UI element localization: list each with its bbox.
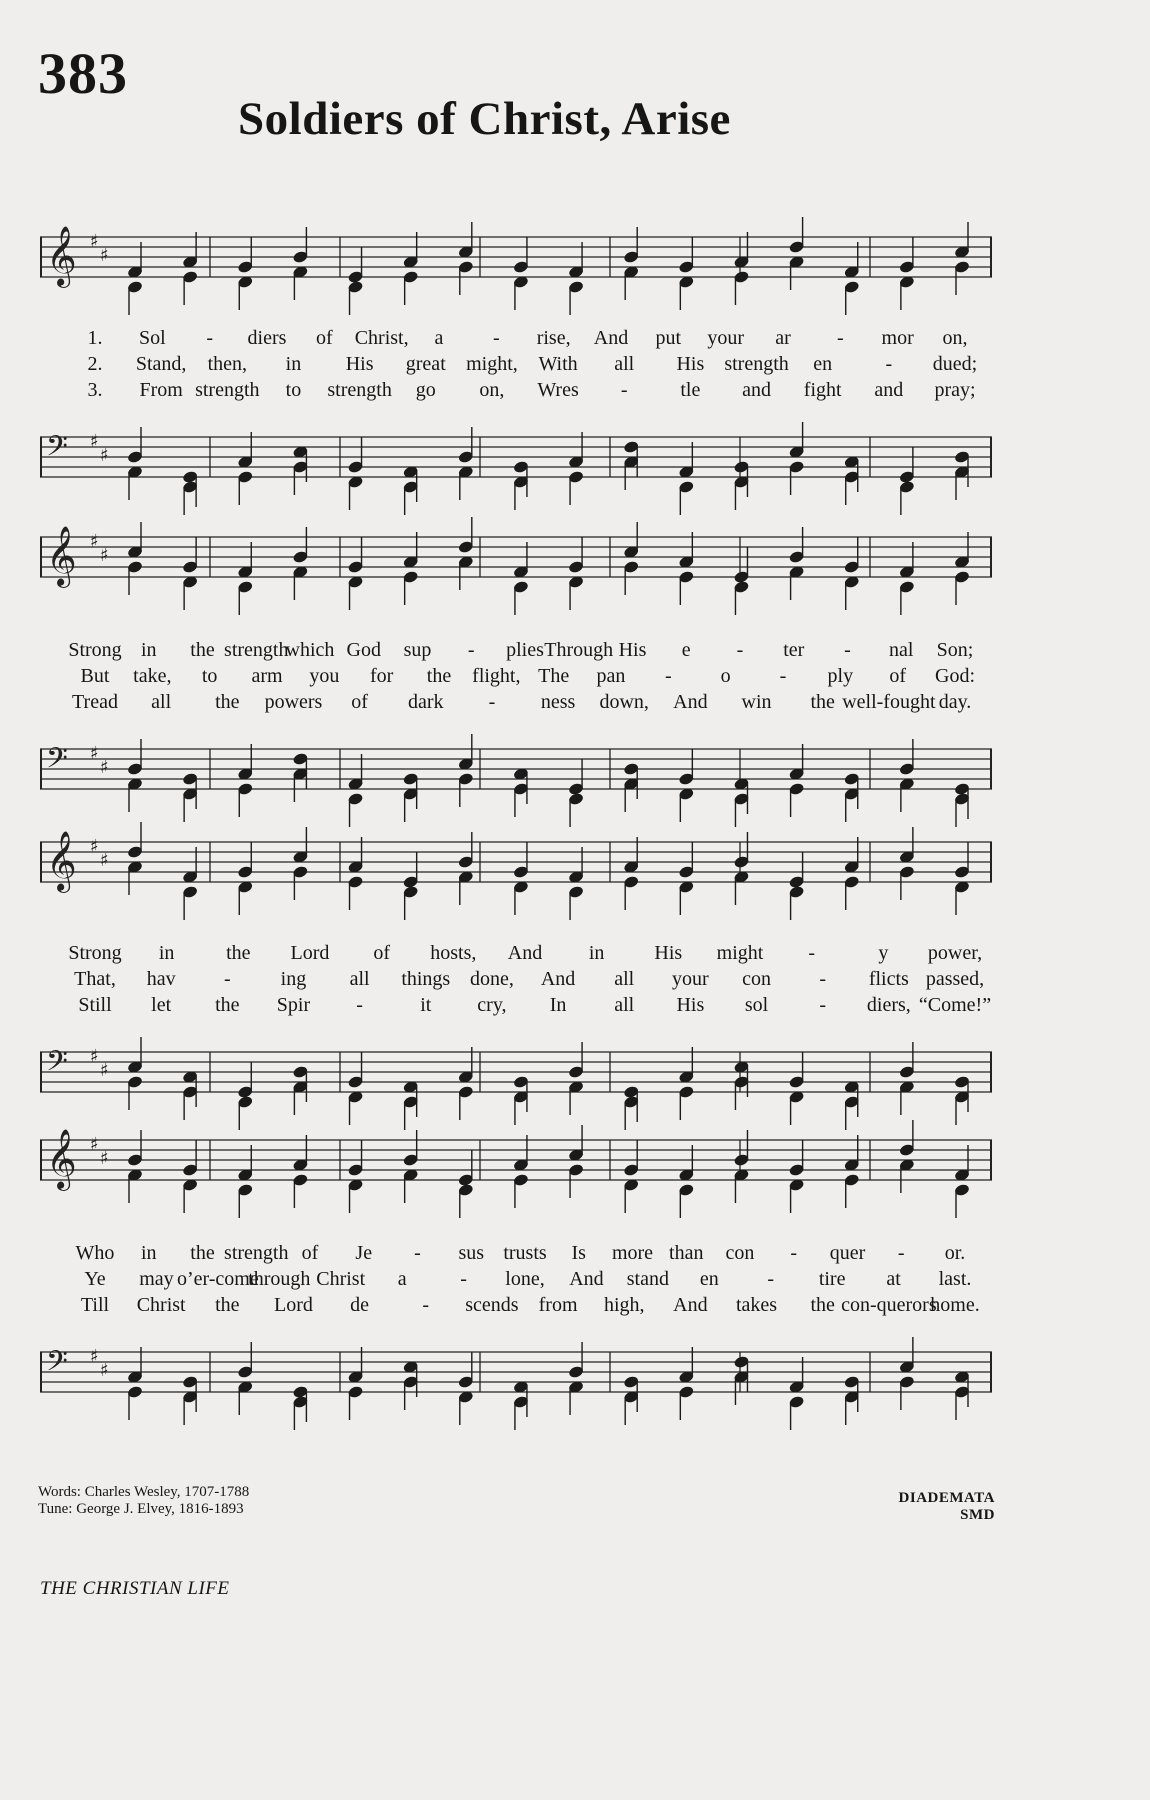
lyric-syllable: the	[810, 1294, 835, 1316]
lyric-syllable: -	[885, 353, 893, 375]
lyric-syllable: And	[540, 968, 576, 990]
lyric-syllable: e	[681, 639, 691, 661]
lyric-syllable: ar	[775, 327, 791, 349]
lyric-syllable: quer	[829, 1242, 866, 1264]
lyric-syllable: win	[741, 691, 772, 713]
lyric-syllable: to	[285, 379, 302, 401]
lyric-syllable: Till	[80, 1294, 110, 1316]
lyric-syllable: -	[790, 1242, 798, 1264]
lyric-syllable: nal	[889, 639, 914, 661]
sharp-icon: ♯	[90, 743, 99, 764]
lyric-syllable: it	[420, 994, 432, 1016]
lyric-syllable: a	[397, 1268, 407, 1290]
lyric-syllable: That,	[74, 968, 116, 990]
lyric-syllable: With	[538, 353, 578, 375]
lyric-syllable: the	[190, 1242, 215, 1264]
treble-staff	[40, 1118, 1000, 1228]
lyric-syllable: Still	[78, 994, 112, 1016]
lyric-syllable: takes	[735, 1294, 778, 1316]
lyric-syllable: -	[779, 665, 787, 687]
lyric-syllable: His	[676, 353, 705, 375]
sharp-icon: ♯	[100, 1148, 109, 1169]
lyric-syllable: you	[309, 665, 340, 687]
lyric-syllable: in	[285, 353, 302, 375]
lyric-syllable: strength	[724, 353, 789, 375]
lyric-syllable: -	[664, 665, 672, 687]
lyric-syllable: to	[201, 665, 218, 687]
lyric-syllable: or.	[944, 1242, 966, 1264]
lyric-syllable: -	[492, 327, 500, 349]
lyric-syllable: Christ	[316, 1268, 366, 1290]
lyric-syllable: last.	[938, 1268, 972, 1290]
lyric-syllable: the	[190, 639, 215, 661]
lyric-syllable: all	[614, 353, 635, 375]
lyric-syllable: and	[742, 379, 771, 401]
lyric-syllable: which	[285, 639, 335, 661]
lyric-line	[40, 1294, 1000, 1320]
lyric-syllable: -	[808, 942, 815, 964]
tune-name: DIADEMATA	[898, 1490, 995, 1506]
lyric-syllable: In	[549, 994, 567, 1016]
tune-meter: SMD	[960, 1507, 995, 1523]
lyric-syllable: strength	[224, 1242, 289, 1264]
lyric-syllable: in	[158, 942, 175, 964]
sharp-icon: ♯	[100, 445, 109, 466]
lyric-syllable: tle	[680, 379, 701, 401]
sharp-icon: ♯	[90, 1134, 99, 1155]
sharp-icon: ♯	[100, 1360, 109, 1381]
lyric-syllable: con-querors	[841, 1294, 937, 1316]
lyric-syllable: From	[139, 379, 183, 401]
treble-clef-icon: 𝄞	[46, 831, 77, 891]
lyric-syllable: ply	[827, 665, 854, 687]
lyric-syllable: ness	[540, 691, 576, 713]
lyric-syllable: and	[874, 379, 904, 401]
lyric-syllable: And	[593, 327, 629, 349]
lyric-syllable: Tread	[72, 691, 118, 713]
lyric-syllable: then,	[207, 353, 248, 375]
hymn-title: Soldiers of Christ, Arise	[238, 93, 731, 145]
lyric-syllable: at	[886, 1268, 901, 1290]
sharp-icon: ♯	[90, 1346, 99, 1367]
lyric-syllable: than	[669, 1242, 704, 1264]
lyric-line	[40, 379, 1000, 405]
lyric-syllable: lone,	[505, 1268, 545, 1290]
lyric-line	[40, 1268, 1000, 1294]
bass-clef-icon: 𝄢	[46, 742, 68, 782]
lyric-syllable: 2.	[87, 353, 103, 375]
lyric-syllable: -	[414, 1242, 421, 1264]
lyric-syllable: the	[426, 665, 452, 687]
section-label: THE CHRISTIAN LIFE	[40, 1578, 230, 1599]
sharp-icon: ♯	[100, 545, 109, 566]
lyric-syllable: -	[422, 1294, 430, 1316]
lyric-syllable: on,	[479, 379, 505, 401]
lyric-line	[40, 968, 1000, 994]
lyric-syllable: your	[707, 327, 744, 349]
bass-staff	[40, 415, 1000, 525]
lyric-syllable: Christ,	[354, 327, 409, 349]
lyric-syllable: your	[672, 968, 709, 990]
lyric-syllable: of	[373, 942, 390, 964]
lyric-syllable: 1.	[87, 327, 103, 349]
lyric-syllable: strength	[224, 639, 289, 661]
lyric-syllable: done,	[469, 968, 514, 990]
lyric-syllable: pan	[596, 665, 626, 687]
lyric-syllable: take,	[133, 665, 172, 687]
hymn-number: 383	[38, 41, 128, 106]
tune-info	[899, 1490, 995, 1524]
lyric-syllable: And	[673, 691, 708, 713]
lyric-syllable: may	[139, 1268, 174, 1290]
lyric-syllable: might	[716, 942, 764, 964]
sharp-icon: ♯	[90, 531, 99, 552]
lyric-syllable: go	[415, 379, 436, 401]
lyric-syllable: “Come!”	[918, 994, 992, 1016]
lyric-syllable: y	[878, 942, 889, 964]
lyric-syllable: cry,	[477, 994, 507, 1016]
lyric-syllable: Je	[355, 1242, 373, 1264]
lyric-syllable: flicts	[868, 968, 909, 990]
lyric-syllable: con	[725, 1242, 755, 1264]
lyric-syllable: And	[569, 1268, 604, 1290]
lyric-syllable: stand	[626, 1268, 669, 1290]
lyric-syllable: powers	[264, 691, 323, 713]
lyric-syllable: -	[836, 327, 844, 349]
lyric-syllable: -	[206, 327, 213, 349]
lyric-syllable: con	[742, 968, 771, 990]
lyric-syllable: His	[676, 994, 705, 1016]
lyric-syllable: passed,	[925, 968, 985, 990]
sharp-icon: ♯	[90, 431, 99, 452]
lyric-syllable: flight,	[472, 665, 521, 687]
lyric-line	[40, 353, 1000, 379]
lyric-syllable: Christ	[136, 1294, 186, 1316]
words-credit: Words: Charles Wesley, 1707-1788	[38, 1484, 250, 1500]
lyric-syllable: the	[226, 942, 251, 964]
lyric-syllable: Strong	[68, 639, 122, 661]
lyric-syllable: -	[356, 994, 363, 1016]
lyric-syllable: God:	[935, 665, 975, 687]
lyric-syllable: dued;	[932, 353, 978, 375]
lyric-syllable: power,	[927, 942, 983, 964]
lyric-syllable: trusts	[503, 1242, 547, 1264]
lyric-syllable: -	[736, 639, 744, 661]
treble-staff	[40, 515, 1000, 625]
lyric-syllable: all	[614, 968, 635, 990]
lyric-syllable: But	[80, 665, 110, 687]
lyric-syllable: mor	[881, 327, 914, 349]
lyric-syllable: His	[618, 639, 647, 661]
bass-clef-icon: 𝄢	[46, 1045, 68, 1085]
lyric-syllable: of	[315, 327, 333, 349]
lyric-syllable: put	[655, 327, 682, 349]
lyric-syllable: -	[460, 1268, 467, 1290]
lyric-syllable: might,	[466, 353, 518, 375]
lyric-line	[40, 327, 1000, 353]
bass-clef-icon: 𝄢	[46, 1345, 68, 1385]
lyric-line	[40, 1242, 1000, 1268]
tune-credit: Tune: George J. Elvey, 1816-1893	[38, 1501, 244, 1517]
lyric-syllable: Lord	[290, 942, 330, 964]
sharp-icon: ♯	[90, 1046, 99, 1067]
lyric-syllable: dark	[407, 691, 444, 713]
lyric-syllable: Spir	[276, 994, 311, 1016]
sharp-icon: ♯	[100, 245, 109, 266]
lyric-syllable: Wres	[537, 379, 579, 401]
lyric-syllable: His	[654, 942, 683, 964]
lyric-syllable: -	[844, 639, 851, 661]
lyric-syllable: strength	[327, 379, 392, 401]
lyric-syllable: Is	[571, 1242, 586, 1264]
lyric-syllable: diers,	[866, 994, 911, 1016]
bass-clef-icon: 𝄢	[46, 430, 68, 470]
lyric-syllable: all	[614, 994, 635, 1016]
lyric-syllable: His	[345, 353, 374, 375]
sharp-icon: ♯	[100, 1060, 109, 1081]
lyric-syllable: from	[538, 1294, 578, 1316]
lyric-syllable: hosts,	[430, 942, 477, 964]
lyric-syllable: hav	[146, 968, 176, 990]
lyric-syllable: let	[151, 994, 172, 1016]
lyric-syllable: a	[434, 327, 444, 349]
lyric-syllable: God	[346, 639, 381, 661]
lyric-syllable: the	[810, 691, 835, 713]
lyric-syllable: on,	[942, 327, 968, 349]
lyric-syllable: ing	[280, 968, 307, 990]
lyric-syllable: o	[720, 665, 731, 687]
lyric-syllable: -	[767, 1268, 775, 1290]
lyric-syllable: Sol	[138, 327, 166, 349]
lyric-syllable: Through	[544, 639, 614, 661]
lyric-syllable: of	[889, 665, 906, 687]
lyric-syllable: scends	[465, 1294, 519, 1316]
lyric-syllable: plies	[506, 639, 544, 661]
lyric-line	[40, 691, 1000, 717]
lyric-syllable: sol	[744, 994, 769, 1016]
lyric-syllable: -	[819, 994, 827, 1016]
lyric-syllable: -	[620, 379, 628, 401]
lyric-syllable: And	[673, 1294, 708, 1316]
lyric-syllable: sup	[403, 639, 432, 661]
treble-clef-icon: 𝄞	[46, 1129, 77, 1189]
lyric-syllable: en	[699, 1268, 719, 1290]
lyric-line	[40, 994, 1000, 1020]
lyric-syllable: Who	[75, 1242, 115, 1264]
lyric-syllable: great	[405, 353, 446, 375]
bass-staff	[40, 1330, 1000, 1440]
lyric-syllable: things	[401, 968, 451, 990]
treble-clef-icon: 𝄞	[46, 226, 77, 286]
lyric-line	[40, 942, 1000, 968]
lyric-syllable: sus	[458, 1242, 485, 1264]
lyric-syllable: rise,	[536, 327, 571, 349]
lyric-syllable: pray;	[934, 379, 976, 401]
lyric-syllable: diers	[247, 327, 287, 349]
lyric-syllable: day.	[938, 691, 972, 713]
lyric-syllable: home.	[930, 1294, 980, 1316]
sharp-icon: ♯	[90, 836, 99, 857]
sharp-icon: ♯	[100, 757, 109, 778]
lyric-syllable: all	[151, 691, 172, 713]
lyric-syllable: more	[611, 1242, 654, 1264]
treble-clef-icon: 𝄞	[46, 526, 77, 586]
lyric-syllable: for	[369, 665, 394, 687]
lyric-syllable: of	[351, 691, 368, 713]
lyric-syllable: -	[819, 968, 827, 990]
lyric-syllable: -	[223, 968, 231, 990]
lyric-syllable: Strong	[68, 942, 122, 964]
lyric-syllable: in	[588, 942, 605, 964]
lyric-syllable: fight	[803, 379, 842, 401]
lyric-syllable: all	[349, 968, 370, 990]
sharp-icon: ♯	[90, 231, 99, 252]
lyric-syllable: the	[215, 1294, 240, 1316]
lyric-syllable: -	[467, 639, 475, 661]
lyric-syllable: arm	[251, 665, 283, 687]
lyric-syllable: The	[538, 665, 570, 687]
lyric-syllable: Stand,	[135, 353, 187, 375]
treble-staff	[40, 215, 1000, 325]
lyric-syllable: Lord	[274, 1294, 313, 1316]
lyric-syllable: ter	[783, 639, 805, 661]
lyric-syllable: well-fought	[842, 691, 936, 713]
lyric-syllable: down,	[599, 691, 649, 713]
lyric-syllable: of	[301, 1242, 319, 1264]
lyric-syllable: de	[350, 1294, 370, 1316]
lyric-line	[40, 665, 1000, 691]
lyric-syllable: Son;	[936, 639, 974, 661]
lyric-syllable: through	[248, 1268, 311, 1290]
lyric-line	[40, 639, 1000, 665]
lyric-syllable: in	[140, 1242, 157, 1264]
lyric-syllable: strength	[195, 379, 260, 401]
lyric-syllable: high,	[603, 1294, 645, 1316]
lyric-syllable: the	[215, 691, 240, 713]
lyric-syllable: in	[140, 639, 157, 661]
lyric-syllable: Ye	[84, 1268, 106, 1290]
lyric-syllable: tire	[818, 1268, 846, 1290]
lyric-syllable: the	[215, 994, 240, 1016]
lyric-syllable: 3.	[87, 379, 103, 401]
lyric-syllable: en	[813, 353, 833, 375]
treble-staff	[40, 820, 1000, 930]
sharp-icon: ♯	[100, 850, 109, 871]
lyric-syllable: -	[488, 691, 496, 713]
credits	[38, 1484, 249, 1518]
lyric-syllable: o’er-come	[176, 1268, 259, 1290]
lyric-syllable: -	[897, 1242, 905, 1264]
lyric-syllable: And	[507, 942, 543, 964]
